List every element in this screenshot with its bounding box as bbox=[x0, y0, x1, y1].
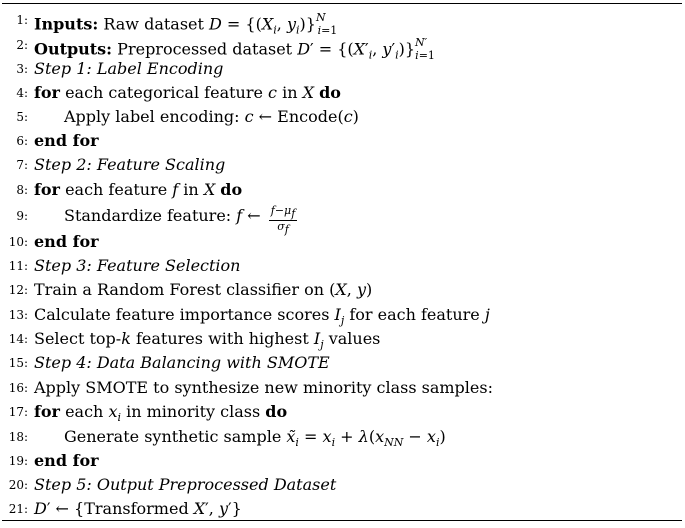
algo-line-17 bbox=[2, 400, 682, 424]
text: each categorical feature bbox=[59, 83, 269, 102]
text: in bbox=[277, 83, 303, 102]
end-for-keyword: end for bbox=[34, 451, 99, 470]
line-number: 18: bbox=[8, 430, 28, 444]
line-number: 5: bbox=[16, 110, 28, 124]
algo-line-12 bbox=[2, 278, 682, 302]
text: each feature bbox=[59, 180, 173, 199]
line-number: 15: bbox=[8, 356, 28, 370]
algo-line-10 bbox=[2, 230, 682, 254]
line-content: for each feature f in X do bbox=[34, 180, 243, 199]
text: features with highest bbox=[130, 329, 314, 348]
line-number: 16: bbox=[8, 381, 28, 395]
line-number: 8: bbox=[16, 183, 28, 197]
algo-line-21 bbox=[2, 497, 682, 521]
line-content: for each categorical feature c in X do bbox=[34, 83, 341, 102]
line-number: 11: bbox=[8, 259, 28, 273]
algo-line-16 bbox=[2, 376, 682, 400]
line-content: Generate synthetic sample $x̃_i = x_i + \lambda(x_{NN} - x_i)$ bbox=[64, 427, 446, 450]
algo-line-2 bbox=[2, 33, 682, 62]
line-number: 12: bbox=[8, 283, 28, 297]
algo-line-5 bbox=[2, 105, 682, 129]
text: for each feature bbox=[344, 305, 485, 324]
line-number: 9: bbox=[16, 209, 28, 223]
do-keyword: do bbox=[265, 402, 288, 421]
algo-line-19 bbox=[2, 449, 682, 473]
algo-line-11 bbox=[2, 254, 682, 278]
inputs-text: Raw dataset bbox=[98, 14, 210, 34]
text: Standardize feature: bbox=[64, 206, 237, 225]
for-keyword: for bbox=[34, 83, 60, 102]
line-content: Select top-k features with highest $I_j$ values bbox=[34, 329, 381, 352]
text: ) bbox=[352, 107, 359, 126]
algo-line-6 bbox=[2, 129, 682, 153]
algo-line-18 bbox=[2, 425, 682, 449]
step-comment: Step 2: Feature Scaling bbox=[34, 155, 226, 174]
for-keyword: for bbox=[34, 402, 60, 421]
do-keyword: do bbox=[319, 83, 341, 102]
text: Train a Random Forest classifier on ( bbox=[34, 280, 336, 299]
text: Calculate feature importance scores bbox=[34, 305, 335, 324]
line-content: for each $x_i$ in minority class do bbox=[34, 402, 288, 425]
line-number: 14: bbox=[8, 332, 28, 346]
end-for-keyword: end for bbox=[34, 232, 99, 251]
line-number: 1: bbox=[16, 13, 28, 27]
line-number: 21: bbox=[8, 502, 28, 516]
line-number: 4: bbox=[16, 86, 28, 100]
line-number: 6: bbox=[16, 134, 28, 148]
algo-line-9 bbox=[2, 203, 682, 237]
algo-line-4 bbox=[2, 81, 682, 105]
line-number: 19: bbox=[8, 454, 28, 468]
algo-line-20 bbox=[2, 473, 682, 497]
fraction: $\frac{f-\mu_f}{\sigma_f}$ bbox=[270, 203, 296, 237]
end-for-keyword: end for bbox=[34, 131, 99, 150]
algo-line-14 bbox=[2, 327, 682, 351]
text: Apply label encoding: bbox=[64, 107, 245, 126]
line-number: 3: bbox=[16, 62, 28, 76]
line-number: 20: bbox=[8, 478, 28, 492]
algo-line-13 bbox=[2, 303, 682, 327]
algo-line-1 bbox=[2, 8, 682, 37]
line-content: Calculate feature importance scores $I_j$ for each feature j bbox=[34, 305, 490, 328]
text: Select top- bbox=[34, 329, 122, 348]
line-content: Train a Random Forest classifier on (X, y) bbox=[34, 280, 373, 299]
text: ← bbox=[242, 206, 266, 225]
line-number: 2: bbox=[16, 38, 28, 52]
step-comment: Step 5: Output Preprocessed Dataset bbox=[34, 475, 337, 494]
step-comment: Step 3: Feature Selection bbox=[34, 256, 241, 275]
line-content: Outputs: Preprocessed dataset $D' = \{(X'_i$, $y'_i)\}^{N'}_{i=1}$ bbox=[34, 36, 435, 62]
algo-line-15 bbox=[2, 351, 682, 375]
text: in bbox=[178, 180, 204, 199]
text: ← {Transformed bbox=[50, 499, 194, 518]
line-number: 10: bbox=[8, 235, 28, 249]
line-content: Apply label encoding: c ← Encode(c) bbox=[64, 107, 359, 126]
text: in minority class bbox=[121, 402, 266, 421]
line-number: 17: bbox=[8, 405, 28, 419]
line-content: D′ ← {Transformed X′, y′} bbox=[34, 499, 242, 518]
algo-line-8 bbox=[2, 178, 682, 202]
line-content: Standardize feature: f ← $\frac{f-\mu_f}{\sigma_f}$ bbox=[64, 203, 296, 237]
for-keyword: for bbox=[34, 180, 60, 199]
algo-line-7 bbox=[2, 153, 682, 177]
text: values bbox=[323, 329, 381, 348]
outputs-text: Preprocessed dataset bbox=[112, 39, 298, 59]
algo-line-3 bbox=[2, 57, 682, 81]
outputs-keyword: Outputs: bbox=[34, 39, 113, 59]
line-content: Apply SMOTE to synthesize new minority class samples: bbox=[34, 378, 493, 397]
line-content: Inputs: Raw dataset $D = \{(X_i$, $y_i)\}^N_{i=1}$ bbox=[34, 11, 338, 37]
math-D: D bbox=[209, 14, 222, 34]
do-keyword: do bbox=[220, 180, 243, 199]
step-comment: Step 4: Data Balancing with SMOTE bbox=[34, 353, 330, 372]
algorithm-box bbox=[2, 3, 682, 521]
inputs-keyword: Inputs: bbox=[34, 14, 99, 34]
text: ← Encode( bbox=[253, 107, 344, 126]
line-number: 7: bbox=[16, 158, 28, 172]
text: Generate synthetic sample bbox=[64, 427, 287, 446]
step-comment: Step 1: Label Encoding bbox=[34, 59, 224, 78]
line-number: 13: bbox=[8, 308, 28, 322]
